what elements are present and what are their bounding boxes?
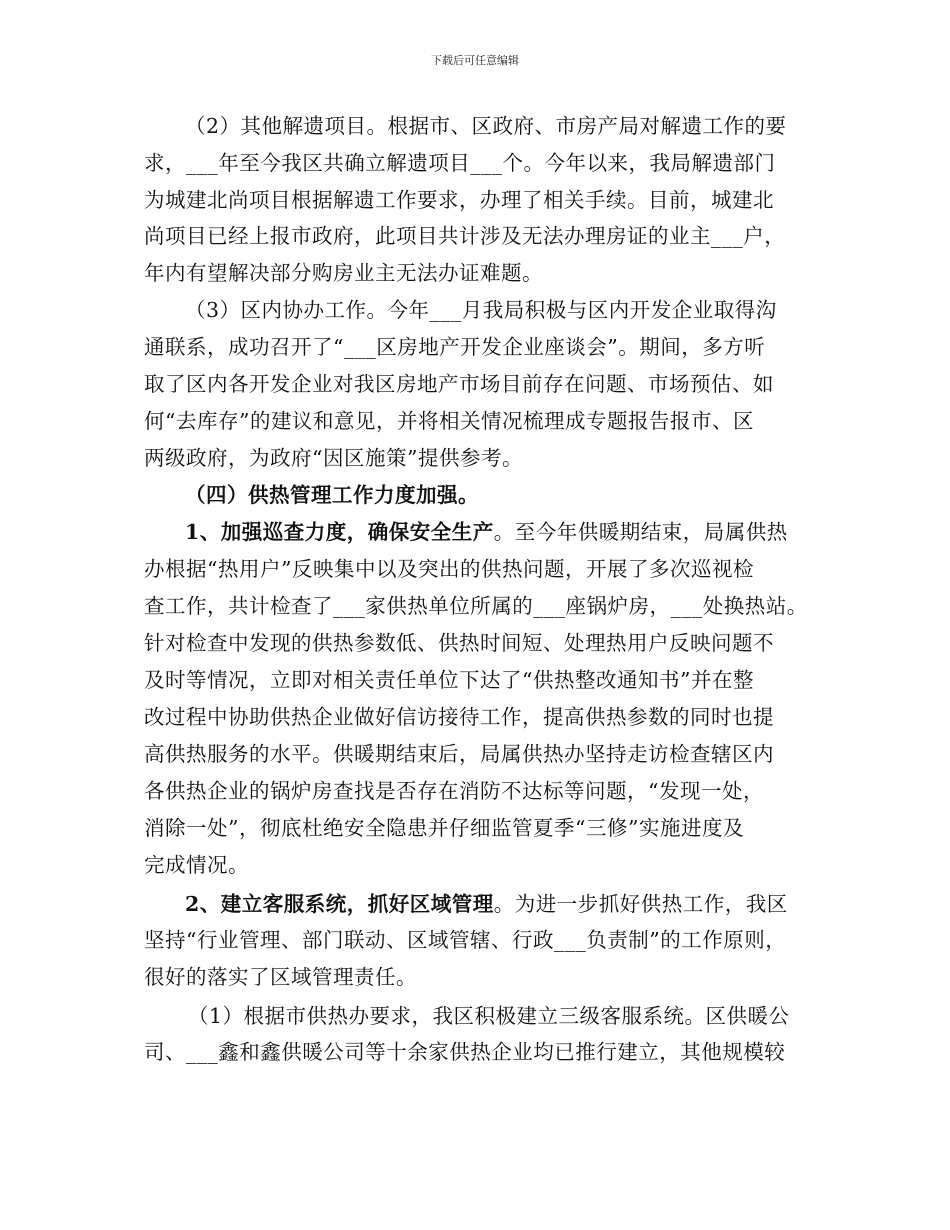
text-line: 两级政府，为政府“因区施策”提供参考。 [144, 446, 523, 470]
text-line: 司、___鑫和鑫供暖公司等十余家供热企业均已推行建立，其他规模较 [144, 1040, 786, 1064]
text-line [185, 518, 788, 546]
section-heading: （四）供热管理工作力度加强。 [185, 483, 479, 507]
subsection-heading: 1、加强巡查力度，确保安全生产 [185, 520, 494, 544]
text-line: 消除一处”，彻底杜绝安全隐患并仔细监管夏季“三修”实施进度及 [144, 816, 744, 840]
text-line: 及时等情况，立即对相关责任单位下达了“供热整改通知书”并在整 [144, 668, 754, 692]
text-line: （2）其他解遗项目。根据市、区政府、市房产局对解遗工作的要 [185, 114, 787, 138]
text-line: （1）根据市供热办要求，我区积极建立三级客服系统。区供暖公 [188, 1004, 790, 1028]
text-line: 通联系，成功召开了“___区房地产开发企业座谈会”。期间，多方听 [144, 335, 766, 359]
text-run: 。为进一步抓好供热工作，我区 [493, 892, 788, 916]
text-line: 查工作，共计检查了___家供热单位所属的___座锅炉房，___处换热站。 [144, 594, 808, 618]
text-line: 为城建北尚项目根据解遗工作要求，办理了相关手续。目前，城建北 [144, 188, 774, 212]
text-line: 尚项目已经上报市政府，此项目共计涉及无法办理房证的业主___户， [144, 224, 786, 248]
text-line [185, 890, 788, 918]
text-line: 完成情况。 [144, 853, 249, 877]
page-header: 下载后可任意编辑 [431, 54, 519, 67]
text-line: （3）区内协办工作。今年___月我局积极与区内开发企业取得沟 [185, 298, 777, 322]
text-line: 改过程中协助供热企业做好信访接待工作，提高供热参数的同时也提 [144, 705, 774, 729]
text-line: 求，___年至今我区共确立解遗项目___个。今年以来，我局解遗部门 [144, 151, 776, 175]
text-run: 。至今年供暖期结束，局属供热 [493, 520, 788, 544]
text-line: 针对检查中发现的供热参数低、供热时间短、处理热用户反映问题不 [144, 631, 774, 655]
text-line: 高供热服务的水平。供暖期结束后，局属供热办坚持走访检查辖区内 [144, 742, 774, 766]
text-line: 很好的落实了区域管理责任。 [144, 965, 417, 989]
text-line: 坚持“行业管理、部门联动、区域管辖、行政___负责制”的工作原则， [144, 928, 787, 952]
text-line: 办根据“热用户”反映集中以及突出的供热问题，开展了多次巡视检 [144, 557, 754, 581]
text-line: 各供热企业的锅炉房查找是否存在消防不达标等问题，“发现一处， [144, 779, 764, 803]
text-line: 年内有望解决部分购房业主无法办证难题。 [144, 261, 543, 285]
text-line: 取了区内各开发企业对我区房地产市场目前存在问题、市场预估、如 [144, 372, 774, 396]
text-line: 何“去库存”的建议和意见，并将相关情况梳理成专题报告报市、区 [144, 409, 754, 433]
subsection-heading: 2、建立客服系统，抓好区域管理 [185, 892, 494, 916]
